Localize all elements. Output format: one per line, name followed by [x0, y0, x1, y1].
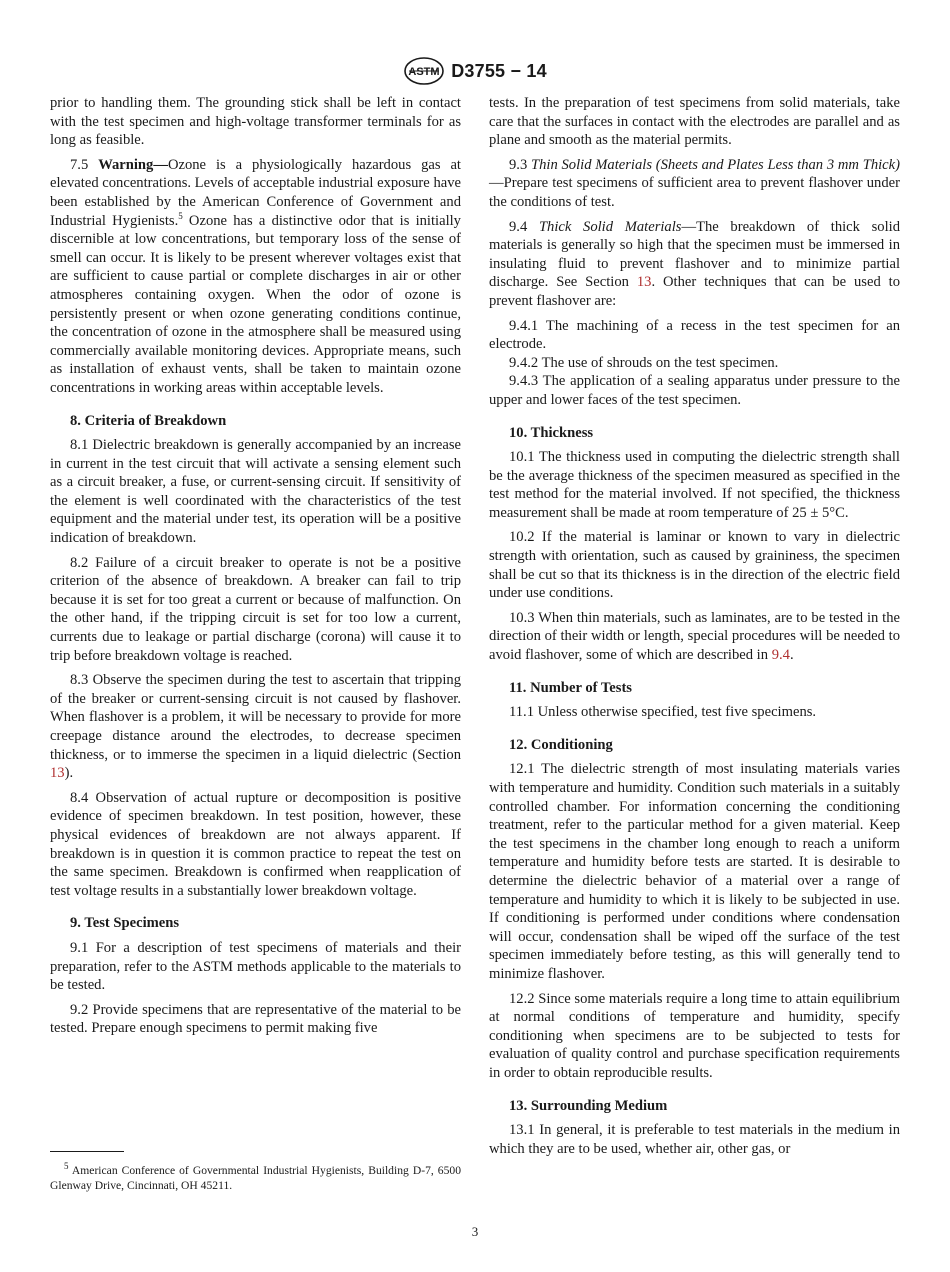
astm-logo-text: ASTM — [408, 66, 440, 78]
document-id: D3755 − 14 — [451, 60, 547, 81]
section-9-heading: 9. Test Specimens — [70, 915, 180, 932]
paragraph-9-2: 9.2 Provide specimens that are representative of the material to be tested. Prepare enough specimens to permit making five — [50, 1001, 461, 1037]
paragraph-11-1: 11.1 Unless otherwise specified, test five specimens. — [509, 704, 817, 721]
section-11-heading: 11. Number of Tests — [509, 679, 632, 696]
right-column — [489, 94, 900, 1164]
page-number: 3 — [471, 1224, 479, 1239]
section-10-heading: 10. Thickness — [509, 424, 594, 441]
paragraph-13-1: 13.1 In general, it is preferable to test materials in the medium in which they are to be used, whether air, other gas, or — [489, 1122, 900, 1157]
footnote-mark: 5 — [64, 1161, 69, 1172]
paragraph-9-4-2: 9.4.2 The use of shrouds on the test specimen. — [509, 354, 779, 371]
paragraph-continued: tests. In the preparation of test specimens from solid materials, take care that the surfaces in contact with the electrodes are parallel and as plane and smooth as the material permits. — [489, 95, 900, 149]
paragraph-10-2: 10.2 If the material is laminar or known to vary in dielectric strength with orientation, such as caused by graininess, the specimen shall be cut so that its thickness is in the direction of the electric field under use conditions. — [489, 529, 900, 602]
footnote — [50, 1163, 461, 1193]
paragraph-8-4: 8.4 Observation of actual rupture or decomposition is positive evidence of specimen breakdown. In test position, however, these physical evidences of breakdown are not always apparent. If breakdown is in question it is common practice to repeat the test on the same specimen. Breakdown is confirmed when reapplication of test voltage results in a substantially lower breakdown voltage. — [50, 789, 461, 899]
paragraph-9-3: 9.3 Thin Solid Materials (Sheets and Plates Less than 3 mm Thick)—Prepare test specimens of sufficient area to prevent flashover under the conditions of test. — [489, 156, 900, 210]
paragraph-12-1: 12.1 The dielectric strength of most insulating materials varies with temperature and humidity. Condition such materials in a suitably controlled chamber. For information concerning the conditioning treatment, refer to the particular method for a given material. Keep the test specimens in the chamber long enough to reach a uniform temperature and humidity before tests are started. It is desirable to determine the dielectric behavior of a material over a range of temperature and humidity to which it is likely to be subjected in use. If conditioning is performed under conditions where condensation will occur, condensation shall be wiped off the surface of the test specimen immediately before testing, as this will generally tend to minimize flashover. — [489, 761, 900, 982]
paragraph-8-1: 8.1 Dielectric breakdown is generally accompanied by an increase in current in the test circuit that will activate a sensing element such as a circuit breaker, a fuse, or current-sensing circuit. If sensitivity of the element is well coordinated with the characteristics of the test equipment and the material under test, its operation will be a positive indication of breakdown. — [50, 437, 461, 547]
section-13-link[interactable]: 13 — [50, 765, 65, 782]
warning-label: Warning— — [98, 156, 168, 173]
section-8-heading: 8. Criteria of Breakdown — [70, 412, 227, 429]
paragraph-9-1: 9.1 For a description of test specimens of materials and their preparation, refer to the ASTM methods applicable to the materials to be tested. — [50, 939, 461, 994]
section-13-link[interactable]: 13 — [636, 274, 652, 291]
paragraph-10-3: 10.3 When thin materials, such as laminates, are to be tested in the direction of their width or length, special procedures will be needed to avoid flashover, some of which are described in 9.4. — [489, 609, 900, 664]
section-12-heading: 12. Conditioning — [509, 736, 613, 753]
footnote-ref: 5 — [178, 210, 183, 221]
paragraph-9-4: 9.4 Thick Solid Materials—The breakdown of thick solid materials is generally so high that the specimen must be immersed in insulating fluid to prevent flashover and to minimize partial discharge. See Section 13. Other techniques that can be used to prevent flashover are: — [489, 218, 901, 309]
paragraph-9-4-3: 9.4.3 The application of a sealing apparatus under pressure to the upper and lower faces of the test specimen. — [489, 373, 900, 408]
footnote-text: American Conference of Governmental Industrial Hygienists, Building D-7, 6500 Glenway Drive, Cincinnati, OH 45211. — [50, 1164, 461, 1192]
paragraph-8-3: 8.3 Observe the specimen during the test to ascertain that tripping of the breaker or current-sensing circuit is not caused by flashover. When flashover is a problem, it will be necessary to provide for more creepage distance around the electrodes, to decrease specimen thickness, or to immerse the specimen in a liquid dielectric (Section 13). — [50, 672, 461, 782]
left-column — [50, 94, 461, 1044]
section-13-heading: 13. Surrounding Medium — [509, 1097, 668, 1114]
astm-logo — [403, 56, 445, 86]
paragraph-9-4-1: 9.4.1 The machining of a recess in the test specimen for an electrode. — [489, 317, 900, 353]
paragraph-continued: prior to handling them. The grounding stick shall be left in contact with the test specimen and high-voltage transformer terminals for as long as feasible. — [50, 95, 461, 149]
paragraph-7-5: 7.5 Warning—Ozone is a physiologically hazardous gas at elevated concentrations. Levels of acceptable industrial exposure have been established by the American Conference of Government and Industrial Hygienists.$^5$ Ozone has a distinctive odor that is initially discernible at low concentrations, but temporary loss of the sense of smell can occur. It is likely to be present wherever voltages exist that are sufficient to cause partial or complete discharges in air or other atmospheres containing oxygen. When the odor of ozone is persistently present or when ozone generating conditions continue, the concentration of ozone in the atmosphere shall be measured using commercially available monitoring devices. Appropriate means, such as installation of exhaust vents, shall be taken to maintain ozone concentrations in working areas within acceptable levels. — [50, 156, 461, 396]
paragraph-8-2: 8.2 Failure of a circuit breaker to operate is not be a positive criterion of the absence of breakdown. A breaker can fail to trip because it is set for too great a current or because of malfunction. On the other hand, if the tripping circuit is set for too low a current, currents due to leakage or partial discharge (corona) will cause it to trip before breakdown voltage is reached. — [50, 554, 461, 664]
paragraph-12-2: 12.2 Since some materials require a long time to attain equilibrium at normal conditions of temperature and humidity, specify conditioning when specimens are to be subjected to tests for evaluation of quality control and purchase specification requirements in order to obtain reproducible results. — [489, 990, 900, 1081]
paragraph-10-1: 10.1 The thickness used in computing the dielectric strength shall be the average thickness of the specimen measured as specified in the test method for the material involved. If not specified, the thickness measurement shall be made at room temperature of 25 ± 5°C. — [489, 449, 900, 521]
page-header — [0, 56, 950, 91]
footnote-divider — [50, 1151, 124, 1152]
section-9-4-link[interactable]: 9.4 — [771, 647, 790, 664]
